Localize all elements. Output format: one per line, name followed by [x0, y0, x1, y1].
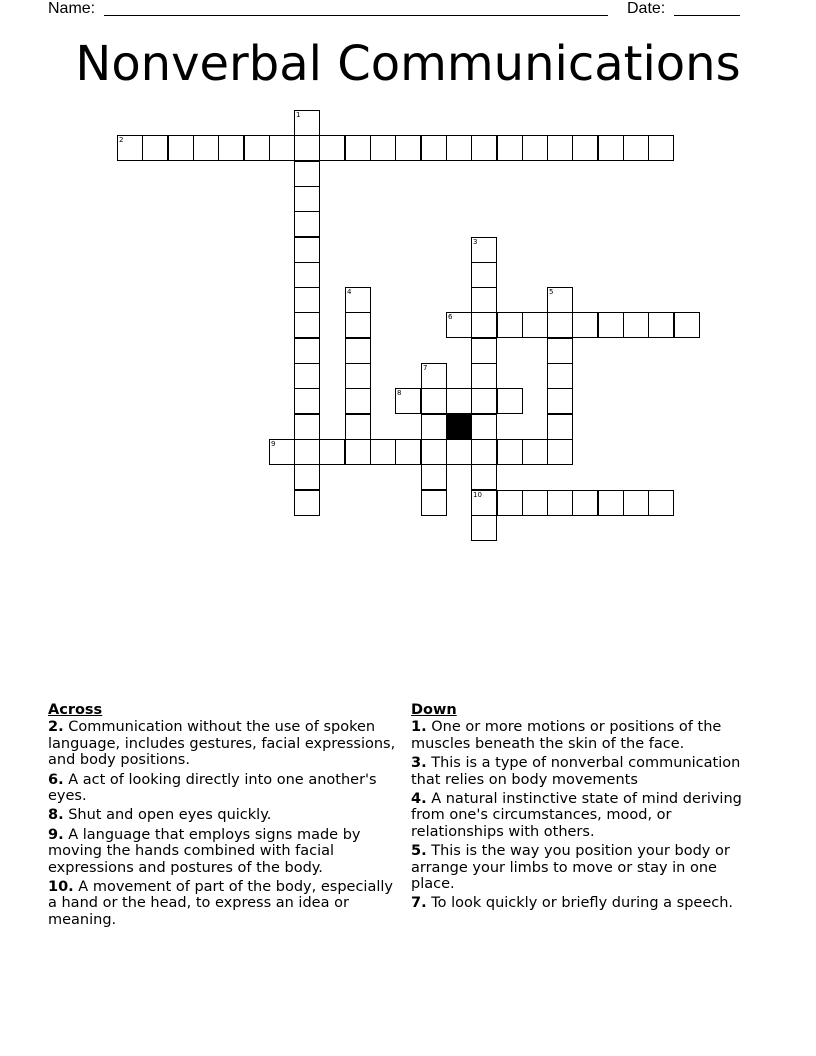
- grid-cell[interactable]: [294, 211, 320, 237]
- grid-cell[interactable]: [471, 515, 497, 541]
- clue-number: 7: [423, 364, 428, 372]
- grid-cell[interactable]: [522, 439, 548, 465]
- grid-cell[interactable]: [142, 135, 168, 161]
- grid-cell[interactable]: [294, 414, 320, 440]
- grid-cell[interactable]: [648, 135, 674, 161]
- grid-cell[interactable]: [294, 490, 320, 516]
- grid-cell[interactable]: [319, 135, 345, 161]
- grid-cell[interactable]: [522, 135, 548, 161]
- clue-down-4: 4. A natural instinctive state of mind deriving from one's circumstances, mood, or relationships with others.: [411, 791, 742, 840]
- clue-across-10: 10. A movement of part of the body, especially a hand or the head, to express an idea or meaning.: [48, 879, 393, 928]
- grid-cell[interactable]: [623, 490, 649, 516]
- grid-cell[interactable]: [421, 490, 447, 516]
- grid-cell[interactable]: [269, 439, 295, 465]
- clue-number: 4: [347, 288, 352, 296]
- clue-number: 3: [473, 238, 478, 246]
- grid-cell[interactable]: [522, 490, 548, 516]
- grid-cell[interactable]: [471, 287, 497, 313]
- name-label: Name:: [48, 0, 96, 17]
- clue-across-2: 2. Communication without the use of spoken language, includes gestures, facial expressions, and body positions.: [48, 719, 396, 769]
- grid-cell[interactable]: [294, 135, 320, 161]
- grid-cell[interactable]: [547, 363, 573, 389]
- grid-cell[interactable]: [547, 312, 573, 338]
- grid-cell[interactable]: [623, 312, 649, 338]
- date-label: Date:: [627, 0, 666, 17]
- grid-cell[interactable]: [319, 439, 345, 465]
- clue-number: 5: [549, 288, 554, 296]
- grid-cell[interactable]: [598, 490, 624, 516]
- grid-cell[interactable]: [497, 490, 523, 516]
- grid-cell[interactable]: [395, 135, 421, 161]
- grid-cell[interactable]: [471, 414, 497, 440]
- grid-cell[interactable]: [345, 414, 371, 440]
- grid-cell[interactable]: [522, 312, 548, 338]
- clue-down-1: 1. One or more motions or positions of the muscles beneath the skin of the face.: [411, 719, 722, 752]
- grid-cell[interactable]: [117, 135, 143, 161]
- grid-cell[interactable]: [598, 135, 624, 161]
- grid-cell[interactable]: [471, 439, 497, 465]
- clue-number: 6: [448, 313, 453, 321]
- grid-cell[interactable]: [471, 135, 497, 161]
- grid-cell[interactable]: [294, 237, 320, 263]
- grid-cell[interactable]: [294, 161, 320, 187]
- clue-down-5: 5. This is the way you position your body or arrange your limbs to move or stay in one place.: [411, 843, 730, 893]
- grid-cell[interactable]: [345, 338, 371, 364]
- grid-cell[interactable]: [421, 439, 447, 465]
- grid-cell[interactable]: [547, 414, 573, 440]
- grid-cell[interactable]: [370, 439, 396, 465]
- grid-cell[interactable]: [193, 135, 219, 161]
- grid-cell[interactable]: [471, 237, 497, 263]
- clue-down-3: 3. This is a type of nonverbal communication that relies on body movements: [411, 755, 741, 788]
- grid-cell[interactable]: [572, 135, 598, 161]
- grid-cell[interactable]: [395, 439, 421, 465]
- grid-cell[interactable]: [674, 312, 700, 338]
- grid-cell[interactable]: [572, 490, 598, 516]
- grid-cell[interactable]: [370, 135, 396, 161]
- grid-cell[interactable]: [345, 439, 371, 465]
- grid-cell[interactable]: [547, 490, 573, 516]
- black-cell: [446, 414, 472, 440]
- grid-cell[interactable]: [623, 135, 649, 161]
- clue-across-8: 8. Shut and open eyes quickly.: [48, 807, 272, 824]
- grid-cell[interactable]: [294, 338, 320, 364]
- grid-cell[interactable]: [547, 287, 573, 313]
- grid-cell[interactable]: [648, 490, 674, 516]
- across-clues: [48, 702, 400, 931]
- grid-cell[interactable]: [421, 135, 447, 161]
- clue-number: 2: [119, 136, 124, 144]
- clue-across-6: 6. A act of looking directly into one another's eyes.: [48, 771, 377, 805]
- grid-cell[interactable]: [547, 338, 573, 364]
- grid-cell[interactable]: [446, 312, 472, 338]
- grid-cell[interactable]: [547, 439, 573, 465]
- grid-cell[interactable]: [497, 312, 523, 338]
- grid-cell[interactable]: [294, 186, 320, 212]
- grid-cell[interactable]: [294, 363, 320, 389]
- grid-cell[interactable]: [345, 312, 371, 338]
- clue-number: 9: [271, 440, 276, 448]
- down-heading: Down: [411, 702, 457, 718]
- grid-cell[interactable]: [547, 135, 573, 161]
- down-clues: [411, 702, 763, 915]
- grid-cell[interactable]: [446, 135, 472, 161]
- grid-cell[interactable]: [471, 338, 497, 364]
- grid-cell[interactable]: [421, 414, 447, 440]
- grid-cell[interactable]: [345, 388, 371, 414]
- grid-cell[interactable]: [471, 312, 497, 338]
- grid-cell[interactable]: [497, 135, 523, 161]
- grid-cell[interactable]: [497, 439, 523, 465]
- grid-cell[interactable]: [471, 464, 497, 490]
- clue-down-7: 7. To look quickly or briefly during a speech.: [411, 895, 734, 912]
- grid-cell[interactable]: [446, 439, 472, 465]
- grid-cell[interactable]: [471, 388, 497, 414]
- clue-number: 8: [397, 389, 402, 397]
- grid-cell[interactable]: [294, 388, 320, 414]
- page-title: Nonverbal Communications: [75, 36, 741, 92]
- grid-cell[interactable]: [294, 110, 320, 136]
- grid-cell[interactable]: [421, 363, 447, 389]
- grid-cell[interactable]: [471, 262, 497, 288]
- grid-cell[interactable]: [547, 388, 573, 414]
- grid-cell[interactable]: [497, 388, 523, 414]
- grid-cell[interactable]: [345, 135, 371, 161]
- grid-cell[interactable]: [446, 388, 472, 414]
- grid-cell[interactable]: [471, 363, 497, 389]
- grid-cell[interactable]: [345, 287, 371, 313]
- grid-cell[interactable]: [269, 135, 295, 161]
- grid-cell[interactable]: [395, 388, 421, 414]
- grid-cell[interactable]: [294, 287, 320, 313]
- grid-cell[interactable]: [421, 464, 447, 490]
- across-heading: Across: [48, 702, 103, 718]
- grid-cell[interactable]: [471, 490, 497, 516]
- grid-cell[interactable]: [218, 135, 244, 161]
- grid-cell[interactable]: [294, 439, 320, 465]
- clue-number: 1: [296, 111, 301, 119]
- grid-cell[interactable]: [244, 135, 270, 161]
- clue-number: 10: [473, 491, 482, 499]
- grid-cell[interactable]: [648, 312, 674, 338]
- grid-cell[interactable]: [294, 262, 320, 288]
- grid-cell[interactable]: [421, 388, 447, 414]
- grid-cell[interactable]: [294, 464, 320, 490]
- clue-across-9: 9. A language that employs signs made by moving the hands combined with facial expressions and postures of the body.: [48, 826, 361, 876]
- grid-cell[interactable]: [294, 312, 320, 338]
- grid-cell[interactable]: [345, 363, 371, 389]
- grid-cell[interactable]: [598, 312, 624, 338]
- grid-cell[interactable]: [572, 312, 598, 338]
- grid-cell[interactable]: [168, 135, 194, 161]
